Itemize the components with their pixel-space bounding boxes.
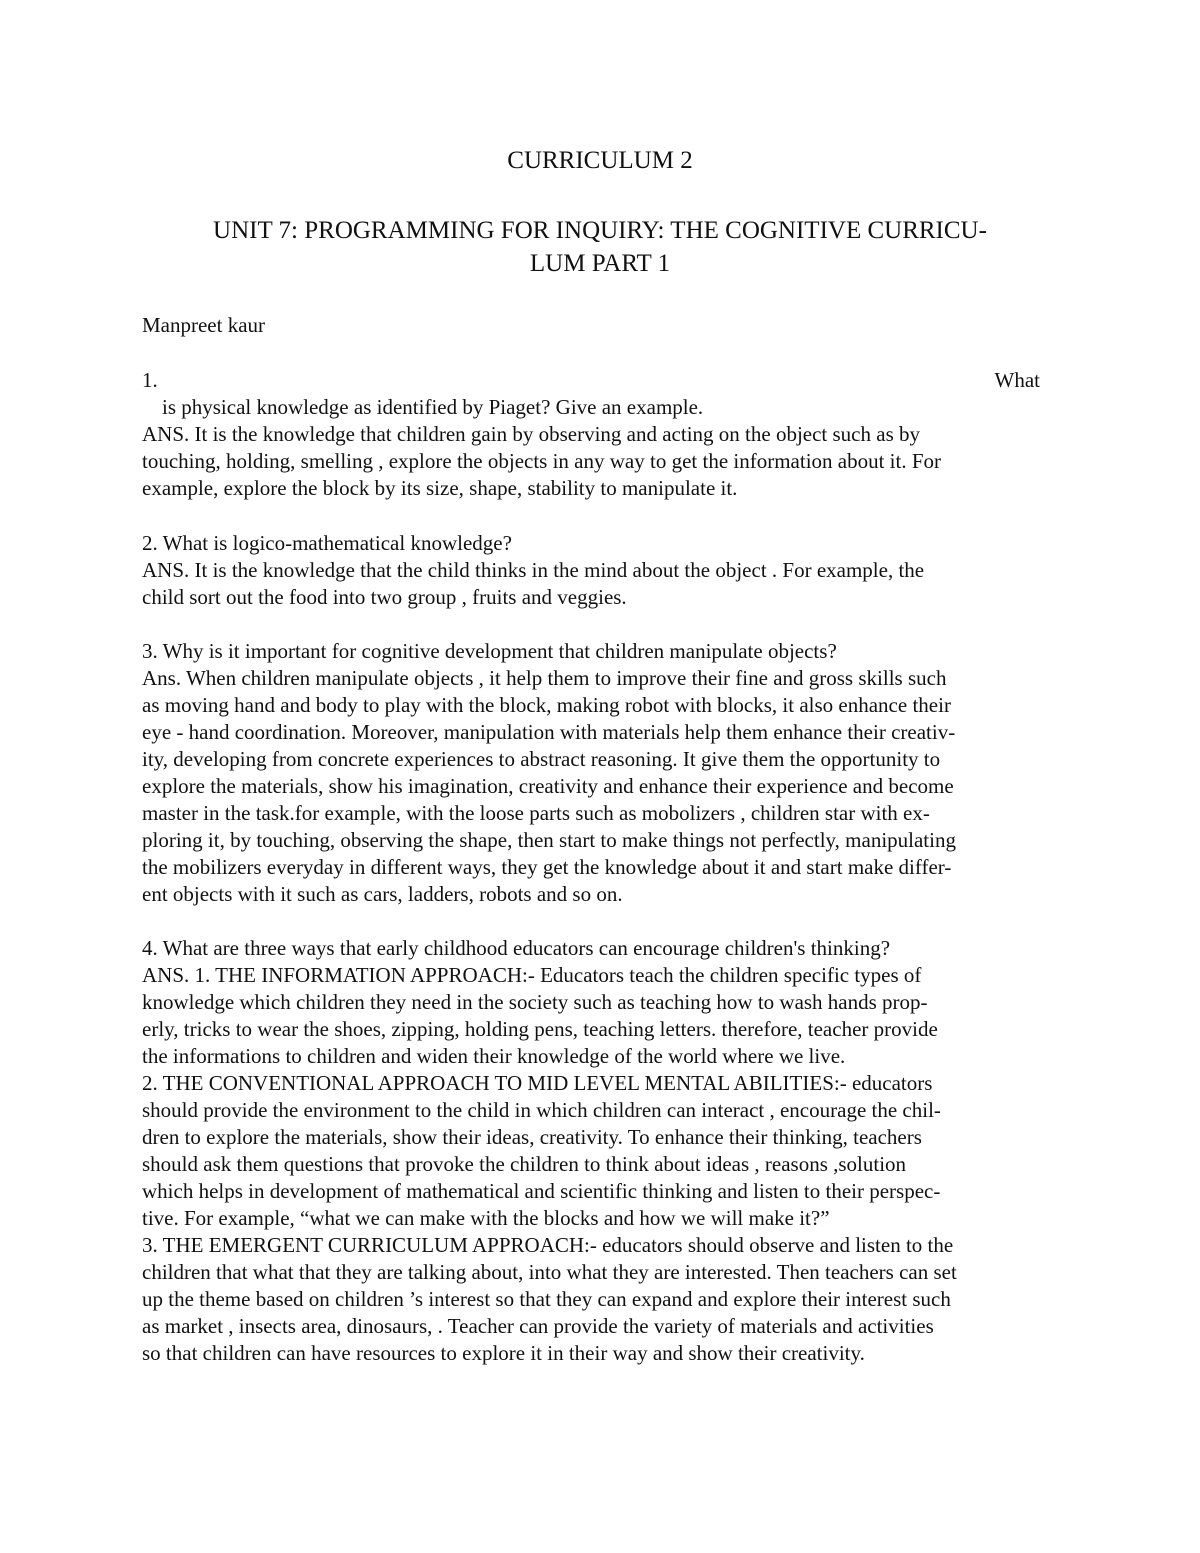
answer-line: explore the materials, show his imagination, creativity and enhance their experience and become xyxy=(142,774,954,798)
question-1-number: 1. xyxy=(142,368,158,392)
question-1-block xyxy=(142,394,1062,502)
answer-line: eye - hand coordination. Moreover, manipulation with materials help them enhance their creativ- xyxy=(142,720,956,744)
unit-heading-line-1: UNIT 7: PROGRAMMING FOR INQUIRY: THE COGNITIVE CURRICU- xyxy=(213,217,987,244)
answer-line: touching, holding, smelling , explore the objects in any way to get the information about it. For xyxy=(142,449,942,473)
answer-line: ANS. It is the knowledge that the child thinks in the mind about the object . For example, the xyxy=(142,558,925,582)
question-4-text: 4. What are three ways that early childhood educators can encourage children's thinking? xyxy=(142,936,891,960)
question-2-block xyxy=(142,530,1062,611)
answer-line: dren to explore the materials, show their ideas, creativity. To enhance their thinking, teachers xyxy=(142,1125,922,1149)
answer-line: 3. THE EMERGENT CURRICULUM APPROACH:- educators should observe and listen to the xyxy=(142,1233,954,1257)
answer-line: child sort out the food into two group , fruits and veggies. xyxy=(142,585,627,609)
answer-line: tive. For example, “what we can make with the blocks and how we will make it?” xyxy=(142,1206,830,1230)
question-3-text: 3. Why is it important for cognitive development that children manipulate objects? xyxy=(142,639,837,663)
unit-heading-line-2: LUM PART 1 xyxy=(529,250,671,277)
answer-line: which helps in development of mathematical and scientific thinking and listen to their perspec- xyxy=(142,1179,941,1203)
answer-line: knowledge which children they need in the society such as teaching how to wash hands prop- xyxy=(142,990,928,1014)
answer-line: children that what that they are talking about, into what they are interested. Then teachers can set xyxy=(142,1260,957,1284)
answer-line: the mobilizers everyday in different ways, they get the knowledge about it and start make differ- xyxy=(142,855,952,879)
answer-line: ity, developing from concrete experiences to abstract reasoning. It give them the opportunity to xyxy=(142,747,941,771)
question-1-first-word: What xyxy=(994,368,1040,392)
question-3-block xyxy=(142,638,1062,908)
answer-line: up the theme based on children ’s interest so that they can expand and explore their interest such xyxy=(142,1287,951,1311)
author-name: Manpreet kaur xyxy=(142,313,266,337)
answer-line: should provide the environment to the child in which children can interact , encourage the chil- xyxy=(142,1098,941,1122)
answer-line: as moving hand and body to play with the block, making robot with blocks, it also enhance their xyxy=(142,693,951,717)
answer-line: the informations to children and widen their knowledge of the world where we live. xyxy=(142,1044,846,1068)
document-title: CURRICULUM 2 xyxy=(507,147,693,174)
question-4-block xyxy=(142,935,1062,1367)
answer-line: as market , insects area, dinosaurs, . Teacher can provide the variety of materials and activities xyxy=(142,1314,934,1338)
answer-line: ANS. 1. THE INFORMATION APPROACH:- Educators teach the children specific types of xyxy=(142,963,922,987)
answer-line: Ans. When children manipulate objects , it help them to improve their fine and gross skills such xyxy=(142,666,947,690)
question-1-text: is physical knowledge as identified by Piaget? Give an example. xyxy=(162,395,704,419)
answer-line: should ask them questions that provoke the children to think about ideas , reasons ,solution xyxy=(142,1152,907,1176)
answer-line: erly, tricks to wear the shoes, zipping, holding pens, teaching letters. therefore, teacher provide xyxy=(142,1017,938,1041)
answer-line: ANS. It is the knowledge that children gain by observing and acting on the object such as by xyxy=(142,422,920,446)
question-2-text: 2. What is logico-mathematical knowledge? xyxy=(142,531,512,555)
answer-line: ploring it, by touching, observing the shape, then start to make things not perfectly, manipulating xyxy=(142,828,956,852)
answer-line: 2. THE CONVENTIONAL APPROACH TO MID LEVEL MENTAL ABILITIES:- educators xyxy=(142,1071,933,1095)
answer-line: master in the task.for example, with the loose parts such as mobolizers , children star with ex- xyxy=(142,801,930,825)
answer-line: so that children can have resources to explore it in their way and show their creativity. xyxy=(142,1341,865,1365)
answer-line: ent objects with it such as cars, ladders, robots and so on. xyxy=(142,882,623,906)
answer-line: example, explore the block by its size, shape, stability to manipulate it. xyxy=(142,476,738,500)
